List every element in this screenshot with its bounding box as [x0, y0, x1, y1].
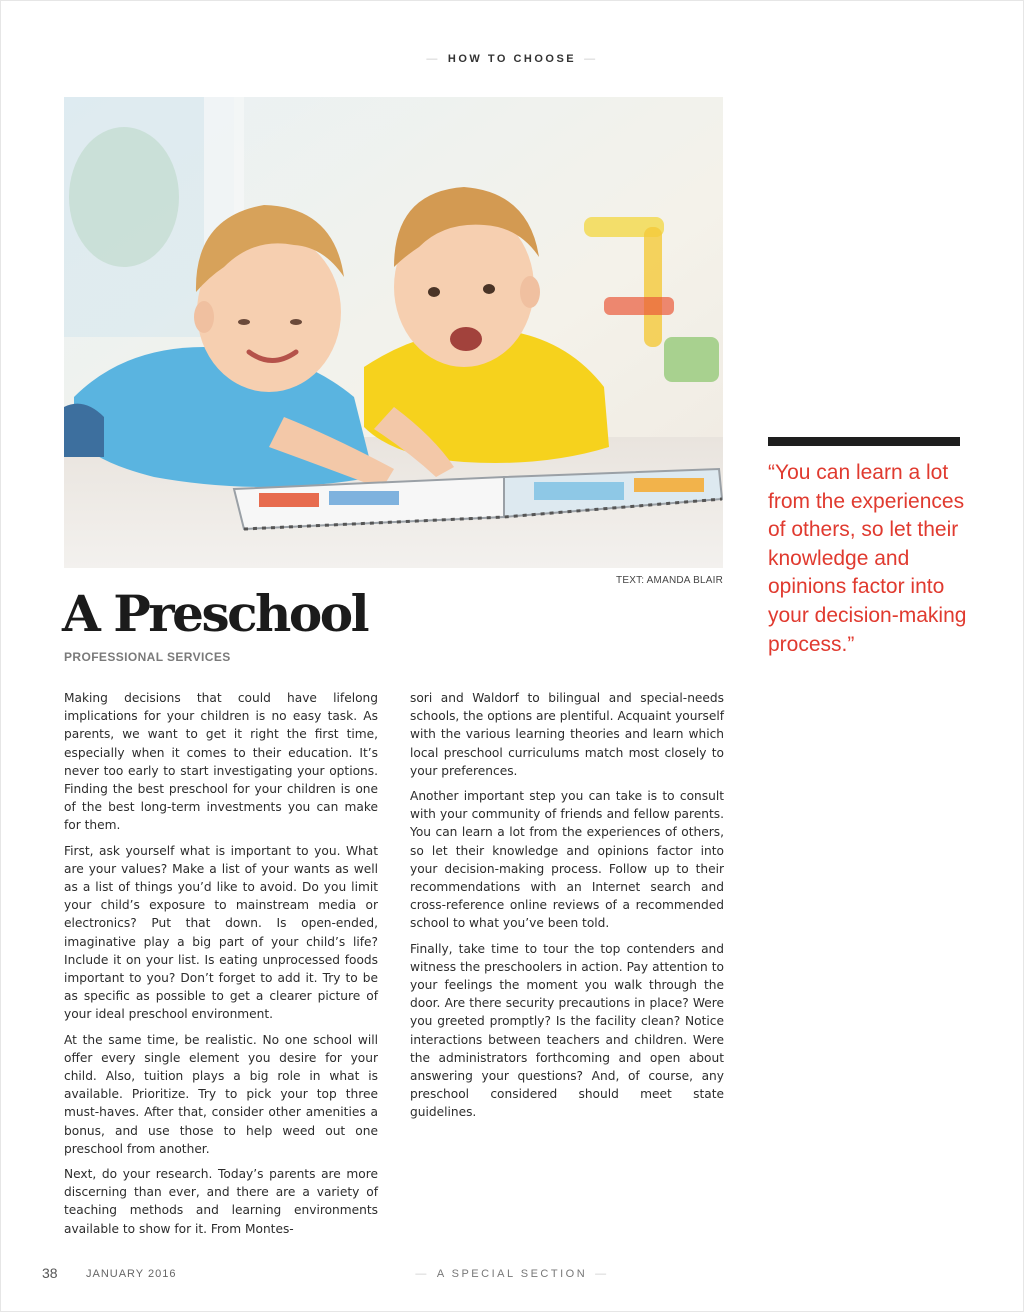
divider-dash-right: —	[595, 1268, 609, 1280]
paragraph: sori and Waldorf to bilingual and special-needs schools, the options are plentiful. Acquaint yourself with the various learning theories and learn which local preschool curriculums match most closely to your preferences.	[410, 691, 724, 778]
section-label-text: HOW TO CHOOSE	[447, 53, 577, 65]
article-column-right	[410, 689, 724, 1129]
page-number: 38	[42, 1265, 58, 1281]
author-credit: TEXT: AMANDA BLAIR	[616, 575, 723, 586]
paragraph: Another important step you can take is to consult with your community of friends and fellow parents. You can learn a lot from the experiences of others, so let their knowledge and opinions factor into your decision-making process. Follow up to their recommendations with an Internet search and cross-reference online reviews of a recommended school to what you’ve been told.	[410, 789, 724, 931]
paragraph: Making decisions that could have lifelong implications for your children is no easy task. As parents, we want to get it right the first time, especially when it comes to their education. It’s never too early to start investigating your options. Finding the best preschool for your children is one of the best long-term investments you can make for them.	[64, 691, 378, 833]
article-column-left	[64, 689, 378, 1245]
pull-quote: “You can learn a lot from the experiences of others, so let their knowledge and opinions factor into your decision-making process.”	[768, 461, 967, 656]
paragraph: Finally, take time to tour the top contenders and witness the preschoolers in action. Pay attention to your feelings the moment you walk through the door. Are there security precautions in place? Were you greeted promptly? Is the facility clean? Notice interactions between teachers and children. Were the administrators forthcoming and open about answering your questions? And, of course, any preschool considered should meet state guidelines.	[410, 941, 724, 1120]
footer-section-label	[0, 1268, 1024, 1280]
section-label	[0, 53, 1024, 65]
paragraph: At the same time, be realistic. No one school will offer every single element you desire for your child. Also, tuition plays a big role in what is available. Prioritize. Try to pick your top three must-haves. After that, consider other amenities a bonus, and use those to help weed out one preschool from another.	[64, 1032, 378, 1156]
hero-photo	[64, 97, 723, 568]
divider-dash-right: —	[584, 53, 598, 65]
article-title: A Preschool	[62, 584, 368, 643]
pull-quote-rule	[768, 437, 960, 446]
photo-illustration	[64, 97, 723, 568]
article-subtitle: PROFESSIONAL SERVICES	[64, 650, 231, 664]
issue-date: JANUARY 2016	[86, 1268, 177, 1280]
footer-section-text: A SPECIAL SECTION	[436, 1268, 588, 1280]
paragraph: First, ask yourself what is important to you. What are your values? Make a list of your wants as well as a list of things you’d like to avoid. Do you limit your child’s exposure to mainstream media or electronics? Put that down. Is open-ended, imaginative play a big part of your child’s life? Include it on your list. Is eating unprocessed foods important to you? Don’t forget to add it. Try to be as specific as possible to get a clearer picture of your ideal preschool environment.	[64, 843, 378, 1022]
paragraph: Next, do your research. Today’s parents are more discerning than ever, and there are a variety of teaching methods and learning environments available to show for it. From Montes-	[64, 1167, 378, 1236]
divider-dash-left: —	[426, 53, 440, 65]
divider-dash-left: —	[415, 1268, 429, 1280]
